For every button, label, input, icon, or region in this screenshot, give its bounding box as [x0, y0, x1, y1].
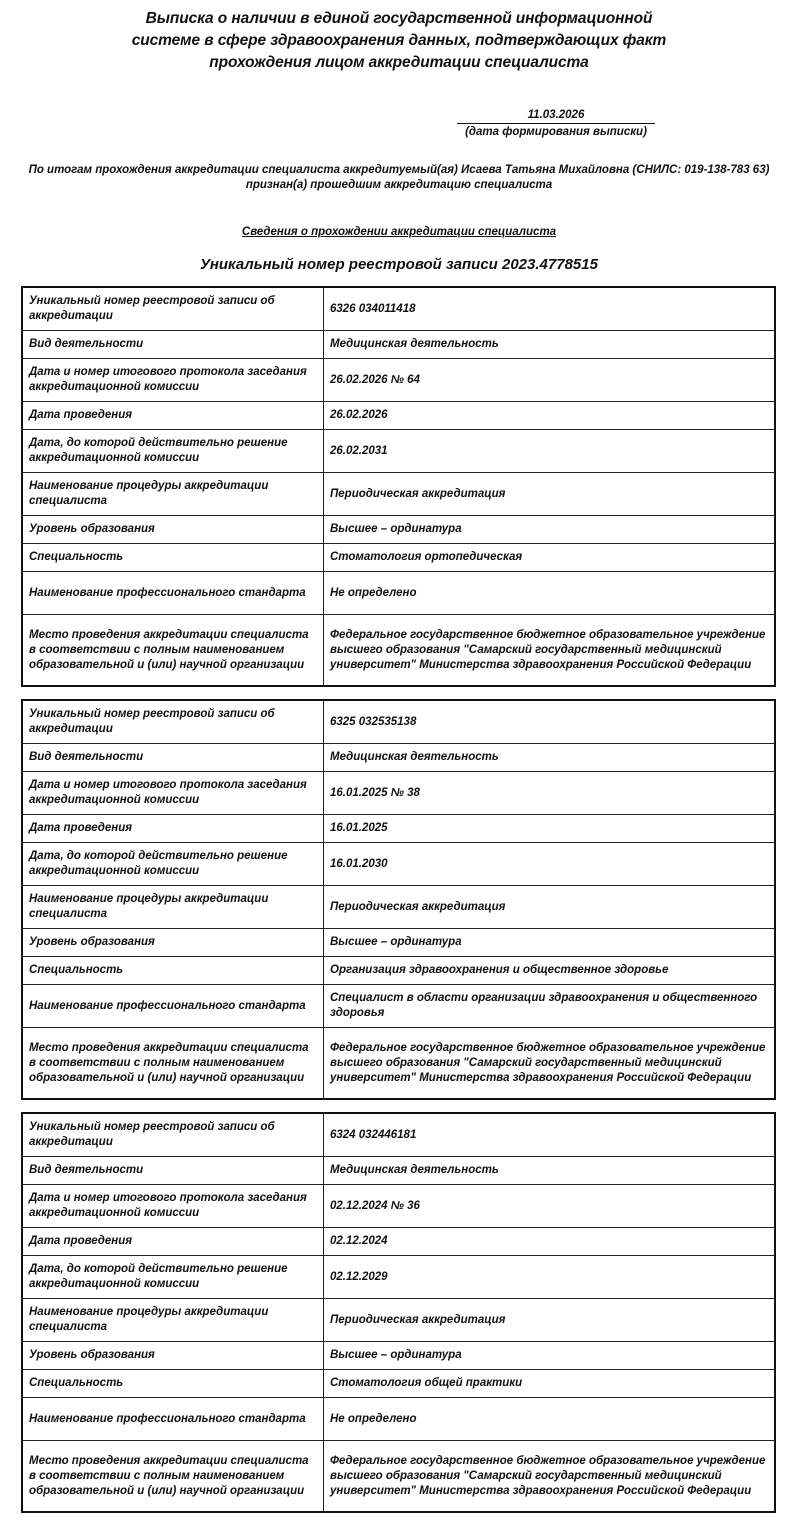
label-protocol: Дата и номер итогового протокола заседания аккредитационной комиссии: [22, 359, 324, 402]
value-held-date: 26.02.2026: [324, 402, 776, 430]
table-row: [22, 985, 775, 1028]
value-activity-type: Медицинская деятельность: [324, 744, 776, 772]
table-row: [22, 700, 775, 744]
accreditation-records: [21, 286, 776, 1525]
table-row: [22, 815, 775, 843]
generation-date-caption: (дата формирования выписки): [465, 126, 647, 138]
table-row: [22, 572, 775, 615]
label-valid-until: Дата, до которой действительно решение аккредитационной комиссии: [22, 843, 324, 886]
table-row: [22, 402, 775, 430]
value-specialty: Стоматология ортопедическая: [324, 544, 776, 572]
table-row: [22, 1028, 775, 1100]
label-record-number: Уникальный номер реестровой записи об аккредитации: [22, 287, 324, 331]
table-row: [22, 516, 775, 544]
label-prof-standard: Наименование профессионального стандарта: [22, 985, 324, 1028]
label-record-number: Уникальный номер реестровой записи об аккредитации: [22, 1113, 324, 1157]
value-procedure: Периодическая аккредитация: [324, 886, 776, 929]
intro-statement: По итогам прохождения аккредитации специалиста аккредитуемый(ая) Исаева Татьяна Михайловна (СНИЛС: 019-138-783 63) признан(а) прошедшим аккредитацию специалиста: [28, 164, 770, 191]
table-row: [22, 1370, 775, 1398]
value-protocol: 26.02.2026 № 64: [324, 359, 776, 402]
value-protocol: 16.01.2025 № 38: [324, 772, 776, 815]
label-place: Место проведения аккредитации специалиста в соответствии с полным наименованием образовательной и (или) научной организации: [22, 1028, 324, 1100]
label-education-level: Уровень образования: [22, 1342, 324, 1370]
value-place: Федеральное государственное бюджетное образовательное учреждение высшего образования "Самарский государственный медицинский университет" Министерства здравоохранения Российской Федерации: [324, 615, 776, 687]
title-line: системе в сфере здравоохранения данных, подтверждающих факт: [131, 32, 667, 49]
table-row: [22, 1185, 775, 1228]
table-row: [22, 1157, 775, 1185]
table-row: [22, 1441, 775, 1513]
table-row: [22, 1228, 775, 1256]
label-place: Место проведения аккредитации специалиста в соответствии с полным наименованием образовательной и (или) научной организации: [22, 1441, 324, 1513]
value-education-level: Высшее – ординатура: [324, 516, 776, 544]
table-row: [22, 1342, 775, 1370]
value-record-number: 6325 032535138: [324, 700, 776, 744]
value-record-number: 6326 034011418: [324, 287, 776, 331]
table-row: [22, 1256, 775, 1299]
value-education-level: Высшее – ординатура: [324, 929, 776, 957]
section-heading: Сведения о прохождении аккредитации специалиста: [241, 226, 557, 238]
document-title: [0, 8, 788, 74]
label-procedure: Наименование процедуры аккредитации специалиста: [22, 473, 324, 516]
table-row: [22, 1398, 775, 1441]
accreditation-record-table: [21, 286, 776, 687]
value-valid-until: 02.12.2029: [324, 1256, 776, 1299]
label-valid-until: Дата, до которой действительно решение аккредитационной комиссии: [22, 430, 324, 473]
value-place: Федеральное государственное бюджетное образовательное учреждение высшего образования "Самарский государственный медицинский университет" Министерства здравоохранения Российской Федерации: [324, 1441, 776, 1513]
label-valid-until: Дата, до которой действительно решение аккредитационной комиссии: [22, 1256, 324, 1299]
table-row: [22, 331, 775, 359]
table-row: [22, 886, 775, 929]
table-row: [22, 772, 775, 815]
table-row: [22, 744, 775, 772]
label-held-date: Дата проведения: [22, 1228, 324, 1256]
label-protocol: Дата и номер итогового протокола заседания аккредитационной комиссии: [22, 1185, 324, 1228]
registry-number: Уникальный номер реестровой записи 2023.4778515: [200, 256, 598, 273]
label-specialty: Специальность: [22, 1370, 324, 1398]
table-row: [22, 957, 775, 985]
value-education-level: Высшее – ординатура: [324, 1342, 776, 1370]
value-activity-type: Медицинская деятельность: [324, 331, 776, 359]
label-procedure: Наименование процедуры аккредитации специалиста: [22, 886, 324, 929]
label-activity-type: Вид деятельности: [22, 1157, 324, 1185]
table-row: [22, 359, 775, 402]
table-row: [22, 287, 775, 331]
table-row: [22, 1299, 775, 1342]
value-activity-type: Медицинская деятельность: [324, 1157, 776, 1185]
label-education-level: Уровень образования: [22, 929, 324, 957]
value-prof-standard: Не определено: [324, 1398, 776, 1441]
accreditation-record-table: [21, 699, 776, 1100]
value-valid-until: 26.02.2031: [324, 430, 776, 473]
title-line: прохождения лицом аккредитации специалиста: [209, 54, 589, 71]
label-education-level: Уровень образования: [22, 516, 324, 544]
label-prof-standard: Наименование профессионального стандарта: [22, 572, 324, 615]
label-procedure: Наименование процедуры аккредитации специалиста: [22, 1299, 324, 1342]
table-row: [22, 1113, 775, 1157]
value-place: Федеральное государственное бюджетное образовательное учреждение высшего образования "Самарский государственный медицинский университет" Министерства здравоохранения Российской Федерации: [324, 1028, 776, 1100]
value-procedure: Периодическая аккредитация: [324, 473, 776, 516]
table-row: [22, 544, 775, 572]
value-specialty: Стоматология общей практики: [324, 1370, 776, 1398]
title-line: Выписка о наличии в единой государственной информационной: [145, 10, 653, 27]
value-prof-standard: Специалист в области организации здравоохранения и общественного здоровья: [324, 985, 776, 1028]
label-specialty: Специальность: [22, 957, 324, 985]
label-specialty: Специальность: [22, 544, 324, 572]
table-row: [22, 615, 775, 687]
label-held-date: Дата проведения: [22, 815, 324, 843]
value-held-date: 02.12.2024: [324, 1228, 776, 1256]
value-prof-standard: Не определено: [324, 572, 776, 615]
accreditation-record-table: [21, 1112, 776, 1513]
label-activity-type: Вид деятельности: [22, 744, 324, 772]
label-prof-standard: Наименование профессионального стандарта: [22, 1398, 324, 1441]
table-row: [22, 430, 775, 473]
table-row: [22, 843, 775, 886]
value-held-date: 16.01.2025: [324, 815, 776, 843]
label-place: Место проведения аккредитации специалиста в соответствии с полным наименованием образовательной и (или) научной организации: [22, 615, 324, 687]
value-record-number: 6324 032446181: [324, 1113, 776, 1157]
label-protocol: Дата и номер итогового протокола заседания аккредитационной комиссии: [22, 772, 324, 815]
generation-date-block: [457, 107, 655, 140]
table-row: [22, 929, 775, 957]
table-row: [22, 473, 775, 516]
generation-date: 11.03.2026: [457, 107, 655, 124]
label-record-number: Уникальный номер реестровой записи об аккредитации: [22, 700, 324, 744]
value-protocol: 02.12.2024 № 36: [324, 1185, 776, 1228]
value-valid-until: 16.01.2030: [324, 843, 776, 886]
label-activity-type: Вид деятельности: [22, 331, 324, 359]
label-held-date: Дата проведения: [22, 402, 324, 430]
value-procedure: Периодическая аккредитация: [324, 1299, 776, 1342]
value-specialty: Организация здравоохранения и общественное здоровье: [324, 957, 776, 985]
